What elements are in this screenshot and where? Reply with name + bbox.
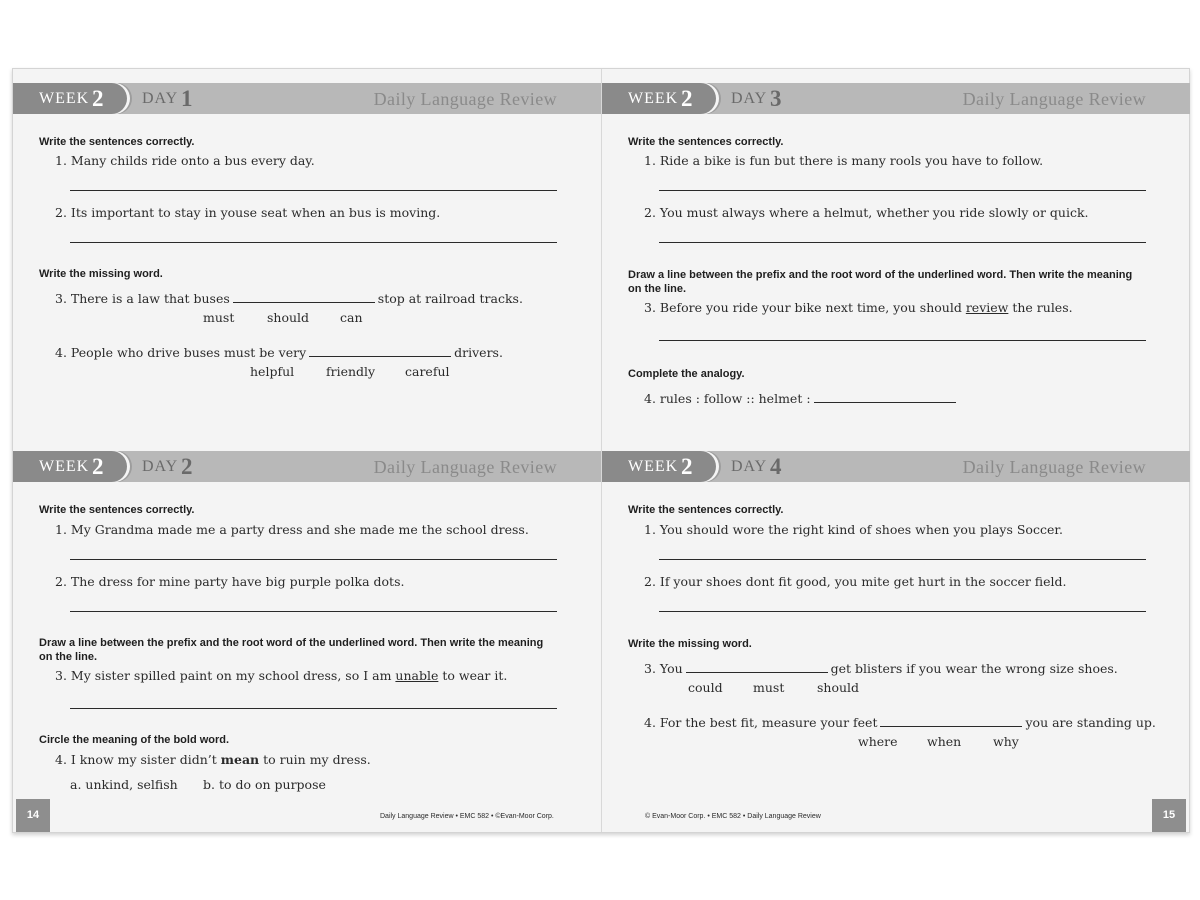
choice-word[interactable]: careful	[405, 364, 450, 379]
instruction: Complete the analogy.	[628, 368, 745, 380]
question-text: the rules.	[1012, 300, 1073, 315]
underlined-word: review	[965, 300, 1009, 315]
question-text: to wear it.	[442, 668, 508, 683]
question-text: stop at railroad tracks.	[377, 291, 523, 306]
question-1: 1. You should wore the right kind of shoes when you plays Soccer.	[644, 522, 1063, 537]
choice-word[interactable]: must	[753, 680, 785, 695]
instruction: Write the missing word.	[39, 268, 163, 280]
answer-line[interactable]	[659, 559, 1146, 560]
answer-line[interactable]	[70, 708, 557, 709]
page-number-right: 15	[1152, 799, 1186, 832]
option-a[interactable]: a. unkind, selfish	[70, 777, 178, 792]
week-tab	[13, 83, 127, 114]
question-text: 4. I know my sister didn’t	[55, 752, 217, 767]
choice-word[interactable]: should	[267, 310, 310, 325]
choice-word[interactable]: could	[688, 680, 723, 695]
instruction: Write the missing word.	[628, 638, 752, 650]
answer-line[interactable]	[70, 242, 557, 243]
panel-header	[602, 83, 1190, 114]
day-number: 4	[770, 454, 782, 479]
footer-text-right: © Evan-Moor Corp. • EMC 582 • Daily Language Review	[645, 813, 821, 820]
answer-line[interactable]	[70, 611, 557, 612]
choice-word[interactable]: must	[203, 310, 235, 325]
question-text: 4. For the best fit, measure your feet	[644, 715, 878, 730]
choice-word[interactable]: friendly	[326, 364, 376, 379]
fill-blank[interactable]	[686, 661, 828, 673]
question-text: 4. rules : follow :: helmet :	[644, 391, 811, 406]
answer-line[interactable]	[70, 559, 557, 560]
week-label: WEEK	[39, 90, 90, 107]
question-2: 2. You must always where a helmut, whether you ride slowly or quick.	[644, 205, 1089, 220]
option-b[interactable]: b. to do on purpose	[203, 777, 326, 792]
answer-line[interactable]	[70, 190, 557, 191]
question-4	[55, 345, 503, 360]
question-3	[644, 661, 1118, 676]
instruction: Draw a line between the prefix and the root word of the underlined word. Then write the meaning on the line.	[39, 637, 544, 663]
answer-line[interactable]	[659, 611, 1146, 612]
choice-word[interactable]: should	[817, 680, 860, 695]
page-number-left: 14	[16, 799, 50, 832]
workbook-spread	[12, 68, 1190, 833]
question-3	[55, 291, 523, 306]
day-number: 1	[181, 86, 193, 111]
question-4	[55, 752, 371, 767]
choice-word[interactable]: when	[927, 734, 962, 749]
instruction: Circle the meaning of the bold word.	[39, 734, 230, 746]
fill-blank[interactable]	[233, 291, 375, 303]
fill-blank[interactable]	[814, 391, 956, 403]
question-2: 2. Its important to stay in youse seat when an bus is moving.	[55, 205, 441, 220]
question-1: 1. Many childs ride onto a bus every day.	[55, 153, 315, 168]
choice-word[interactable]: can	[340, 310, 363, 325]
question-text: to ruin my dress.	[263, 752, 371, 767]
question-4	[644, 715, 1156, 730]
panel-header	[13, 451, 601, 482]
week-tab	[13, 451, 127, 482]
week-label: WEEK	[39, 458, 90, 475]
question-text: 3. You	[644, 661, 683, 676]
choice-word[interactable]: why	[993, 734, 1019, 749]
question-2: 2. The dress for mine party have big purple polka dots.	[55, 574, 405, 589]
panel-header	[13, 83, 601, 114]
fill-blank[interactable]	[309, 345, 451, 357]
panel-header	[602, 451, 1190, 482]
instruction: Write the sentences correctly.	[39, 136, 195, 148]
answer-line[interactable]	[659, 242, 1146, 243]
question-text: 3. My sister spilled paint on my school dress, so I am	[55, 668, 392, 683]
panel-day-2	[13, 437, 601, 805]
question-text: 3. Before you ride your bike next time, you should	[644, 300, 962, 315]
header-title: Daily Language Review	[962, 89, 1146, 109]
question-3	[644, 300, 1073, 315]
question-text: you are standing up.	[1025, 715, 1156, 730]
panel-day-1	[13, 69, 601, 437]
question-text: 4. People who drive buses must be very	[55, 345, 307, 360]
week-number: 2	[681, 454, 693, 479]
header-title: Daily Language Review	[962, 457, 1146, 477]
week-tab	[602, 451, 716, 482]
header-title: Daily Language Review	[373, 89, 557, 109]
day-label: DAY	[731, 90, 768, 107]
day-label: DAY	[142, 90, 179, 107]
day-label: DAY	[731, 458, 768, 475]
question-2: 2. If your shoes dont fit good, you mite get hurt in the soccer field.	[644, 574, 1067, 589]
day-label: DAY	[142, 458, 179, 475]
instruction: Write the sentences correctly.	[628, 504, 784, 516]
instruction: Write the sentences correctly.	[39, 504, 195, 516]
day-number: 2	[181, 454, 193, 479]
footer-text-left: Daily Language Review • EMC 582 • ©Evan-Moor Corp.	[380, 813, 554, 820]
underlined-word: unable	[395, 668, 439, 683]
question-text: get blisters if you wear the wrong size shoes.	[830, 661, 1118, 676]
fill-blank[interactable]	[880, 715, 1022, 727]
question-3	[55, 668, 507, 683]
header-title: Daily Language Review	[373, 457, 557, 477]
week-number: 2	[681, 86, 693, 111]
week-number: 2	[92, 86, 104, 111]
panel-day-3	[602, 69, 1190, 437]
week-tab	[602, 83, 716, 114]
instruction: Draw a line between the prefix and the root word of the underlined word. Then write the meaning on the line.	[628, 269, 1133, 295]
panel-day-4	[602, 437, 1190, 805]
question-text: drivers.	[454, 345, 503, 360]
day-number: 3	[770, 86, 782, 111]
week-label: WEEK	[628, 90, 679, 107]
instruction: Write the sentences correctly.	[628, 136, 784, 148]
choice-word[interactable]: helpful	[250, 364, 295, 379]
bold-word: mean	[220, 752, 260, 767]
answer-line[interactable]	[659, 340, 1146, 341]
question-1: 1. My Grandma made me a party dress and she made me the school dress.	[55, 522, 529, 537]
question-text: 3. There is a law that buses	[55, 291, 230, 306]
question-4	[644, 391, 959, 406]
week-label: WEEK	[628, 458, 679, 475]
week-number: 2	[92, 454, 104, 479]
question-1: 1. Ride a bike is fun but there is many rools you have to follow.	[644, 153, 1044, 168]
choice-word[interactable]: where	[858, 734, 898, 749]
answer-line[interactable]	[659, 190, 1146, 191]
